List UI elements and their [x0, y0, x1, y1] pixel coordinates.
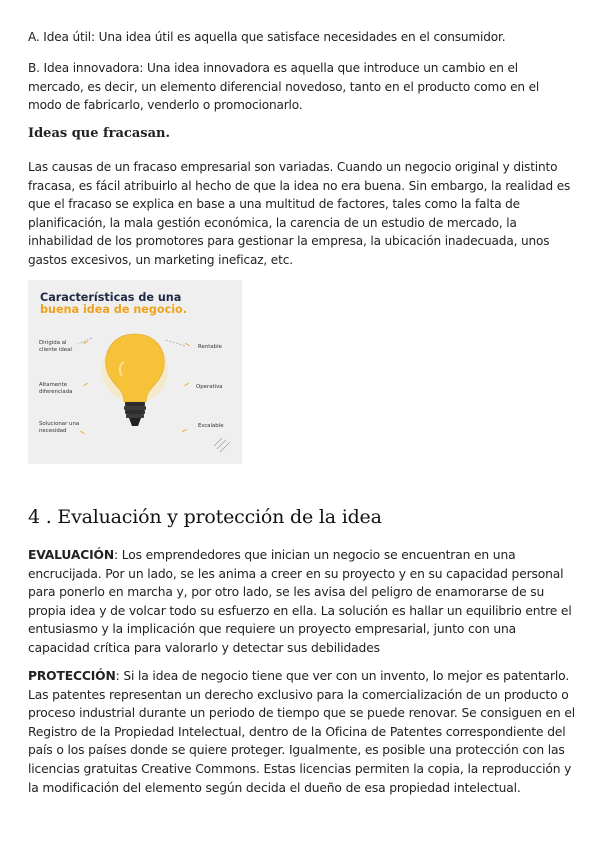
label-operativa: Operativa	[196, 384, 223, 390]
infographic-good-business-idea	[28, 280, 242, 464]
label-escalable: Escalable	[198, 423, 224, 429]
evaluacion-label: EVALUACIÓN	[28, 548, 114, 562]
infographic-title-line1: Características de una	[40, 291, 182, 304]
proteccion-label: PROTECCIÓN	[28, 669, 116, 683]
paragraph-fracaso: Las causas de un fracaso empresarial son variadas. Cuando un negocio original y distinto fracasa, es fácil atribuirlo al hecho de que la idea no era buena. Sin embargo, la realidad es que el fracaso se explica en base a una multitud de factores, tales como la falta de planificación, la mala gestión económica, la carencia de un estudio de mercado, la inhabilidad de los promotores para gestionar la empresa, la ubicación inadecuada, unos gastos excesivos, un marketing ineficaz, etc.	[28, 160, 571, 267]
label-dirigida-cliente: Dirigida al cliente ideal	[39, 340, 72, 353]
paragraph-proteccion	[28, 667, 576, 797]
heading-ideas-que-fracasan: Ideas que fracasan.	[28, 126, 170, 141]
label-altamente-diferenciada: Altamente diferenciada	[39, 382, 73, 395]
lightbulb-icon	[28, 280, 242, 464]
section-heading-evaluacion-proteccion: 4 . Evaluación y protección de la idea	[28, 506, 382, 528]
proteccion-text: : Si la idea de negocio tiene que ver con un invento, lo mejor es patentarlo. Las patentes representan un derecho exclusivo para la comercialización de un producto o proceso industrial durante un periodo de tiempo que se puede renovar. Se consiguen en el Registro de la Propiedad Intelectual, dentro de la Oficina de Patentes correspondiente del país o los países donde se quiere proteger. Igualmente, es posible una protección con las licencias gratuitas Creative Commons. Estas licencias permiten la copia, la reproducción y la modificación del elemento según decida el dueño de esa propiedad intelectual.	[28, 669, 576, 795]
evaluacion-text: : Los emprendedores que inician un negocio se encuentran en una encrucijada. Por un lado, se les anima a creer en su proyecto y en su capacidad personal para ponerlo en marcha y, por otro lado, se les avisa del peligro de enamorarse de su propia idea y de volcar todo su esfuerzo en ella. La solución es hallar un equilibrio entre el entusiasmo y la implicación que requiere un proyecto empresarial, junto con una capacidad crítica para valorarlo y detectar sus debilidades	[28, 548, 572, 655]
paragraph-idea-util: A. Idea útil: Una idea útil es aquella que satisface necesidades en el consumidor.	[28, 30, 506, 44]
paragraph-idea-innovadora: B. Idea innovadora: Una idea innovadora es aquella que introduce un cambio en el mercado, es decir, un elemento diferencial novedoso, tanto en el producto como en el modo de fabricarlo, venderlo o promocionarlo.	[28, 61, 540, 113]
label-solucionar-necesidad: Solucionar una necesidad	[39, 421, 80, 434]
infographic-title-line2: buena idea de negocio.	[40, 303, 187, 316]
label-rentable: Rentable	[198, 344, 222, 350]
paragraph-evaluacion	[28, 546, 576, 658]
